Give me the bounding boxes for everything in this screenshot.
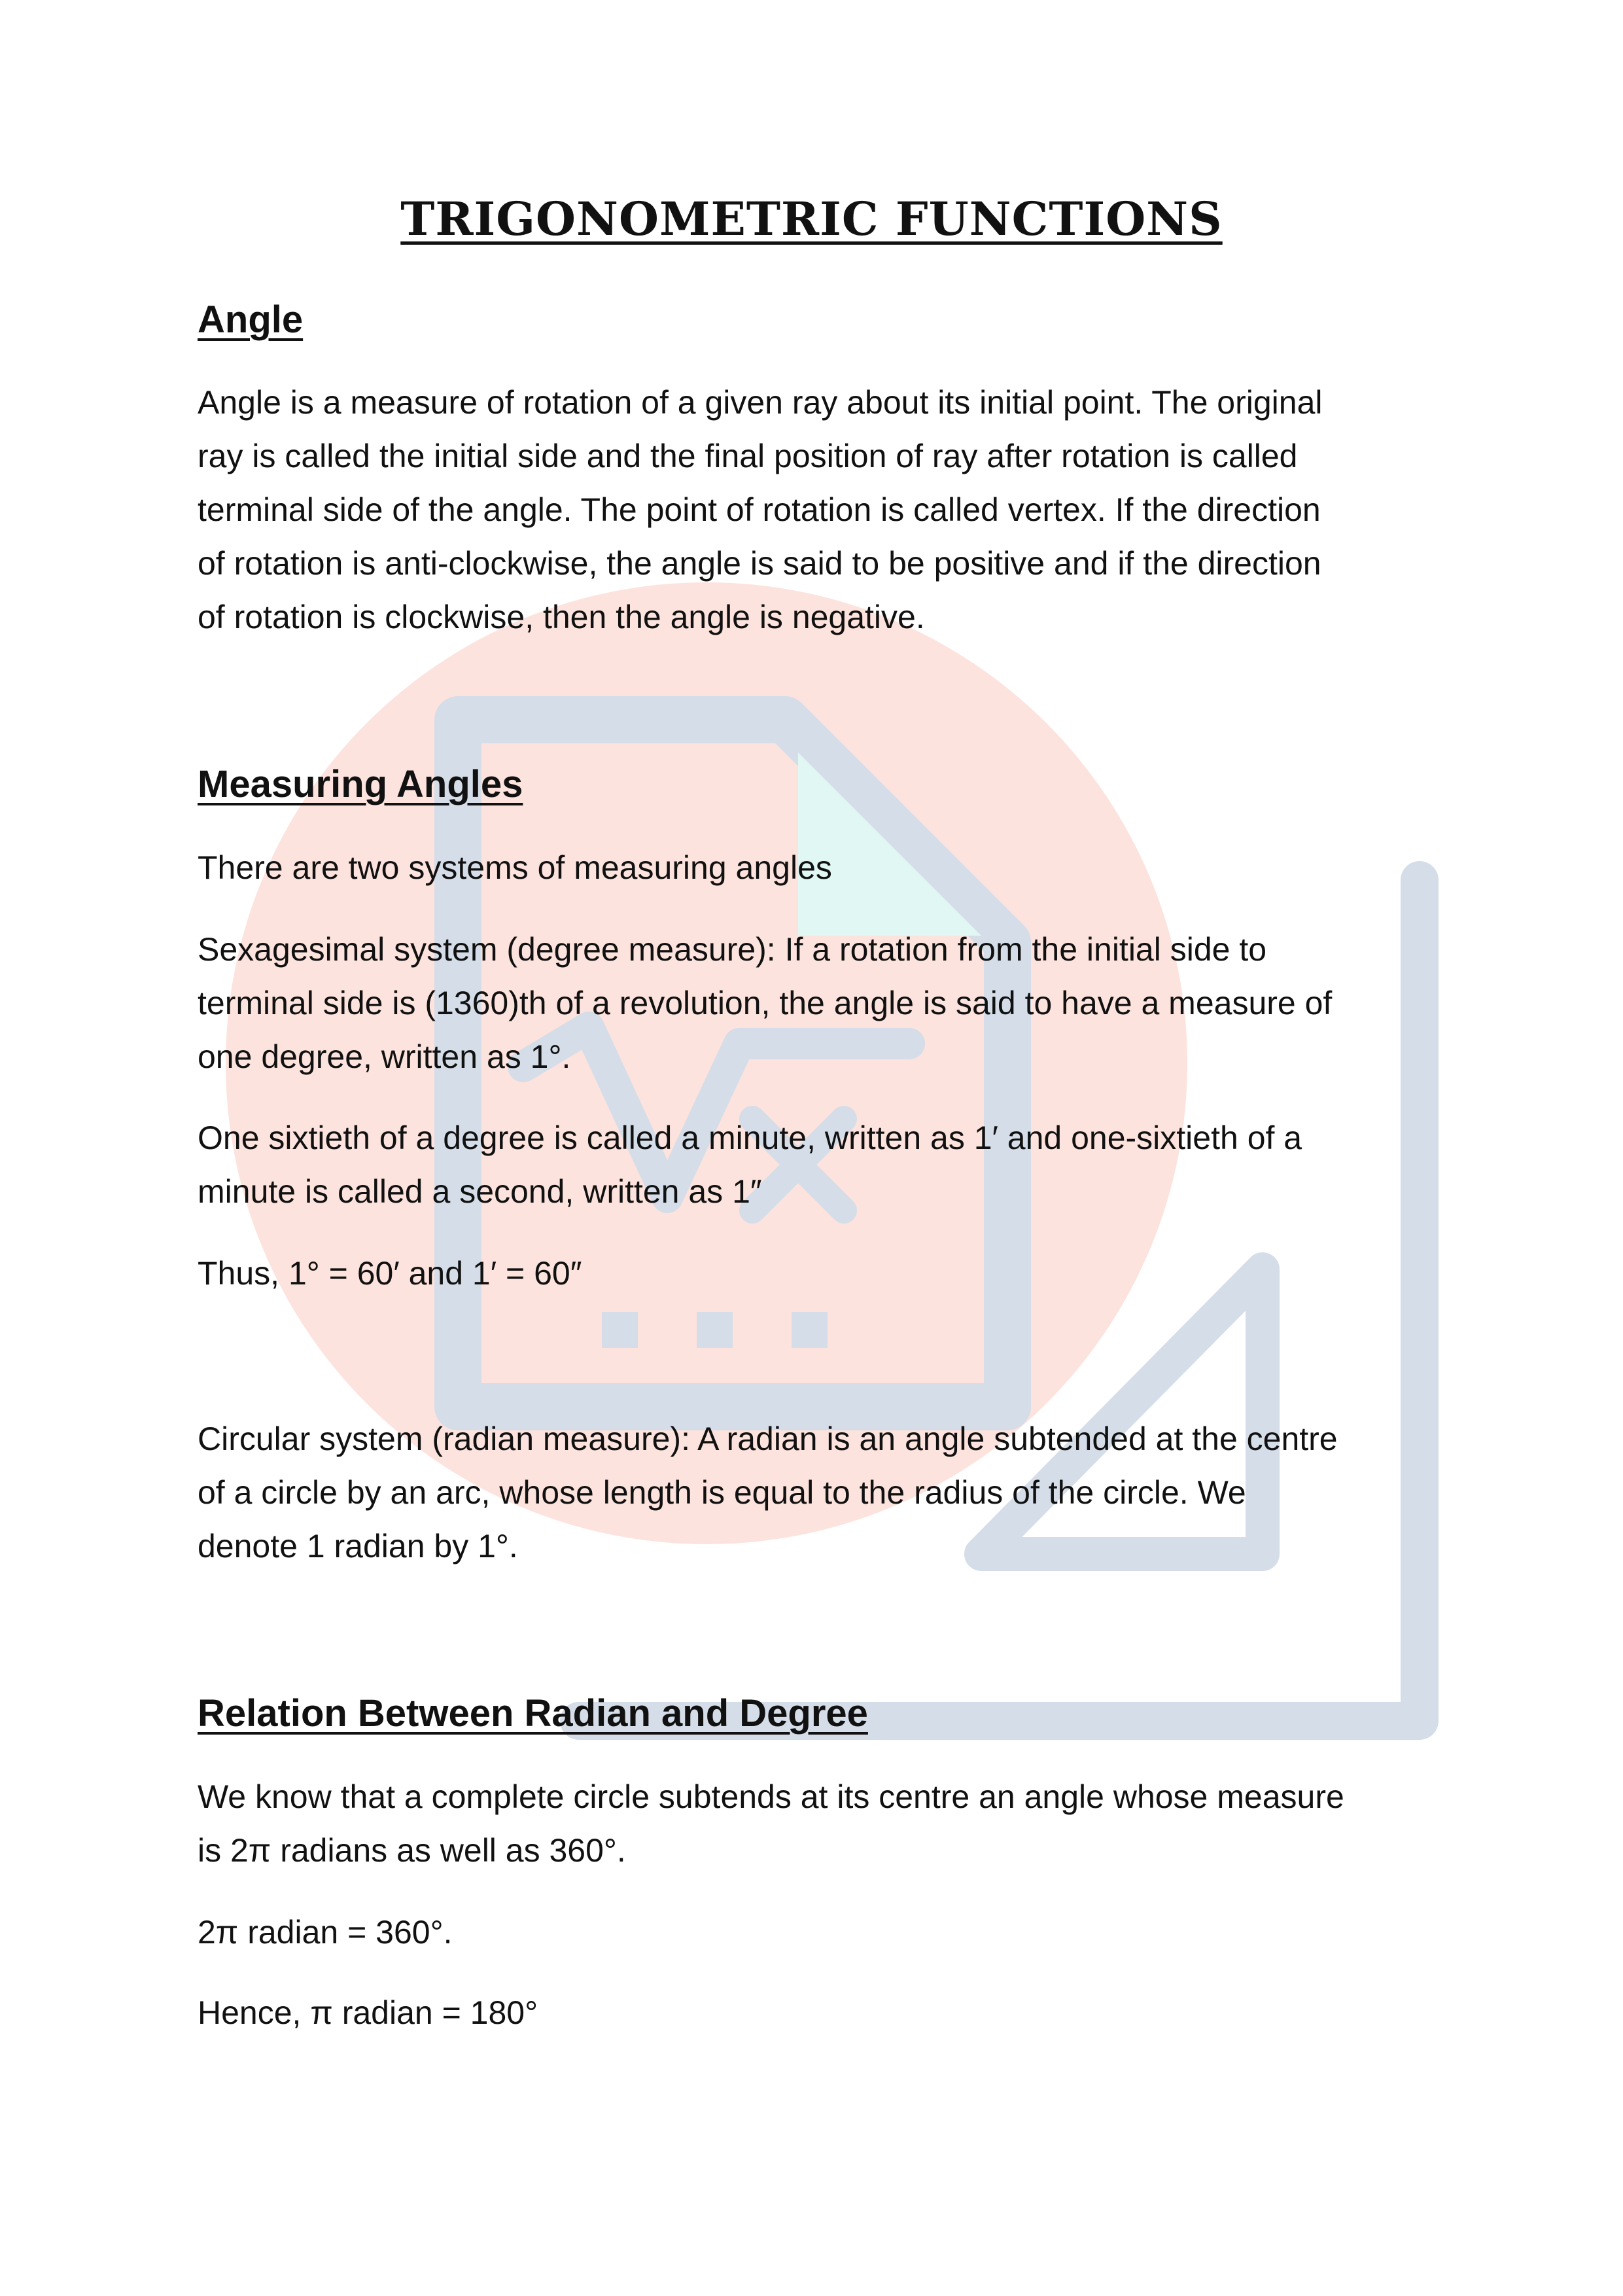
section-heading-measuring-angles: Measuring Angles <box>198 763 523 805</box>
paragraph-minute-second <box>198 1111 1440 1218</box>
text-line: Circular system (radian measure): A radian is an angle subtended at the centre <box>198 1421 1338 1457</box>
text-line: terminal side is (1360)th of a revolution, the angle is said to have a measure of <box>198 985 1333 1021</box>
text-line: Sexagesimal system (degree measure): If a rotation from the initial side to <box>198 931 1267 968</box>
text-line: Thus, 1° = 60′ and 1′ = 60″ <box>198 1255 582 1292</box>
paragraph-sexagesimal-system <box>198 923 1440 1084</box>
text-line: Angle is a measure of rotation of a given ray about its initial point. The original <box>198 384 1323 421</box>
text-line: There are two systems of measuring angles <box>198 849 832 886</box>
text-line: 2π radian = 360°. <box>198 1914 453 1951</box>
text-line: We know that a complete circle subtends at its centre an angle whose measure <box>198 1778 1344 1815</box>
text-line: Hence, π radian = 180° <box>198 1994 538 2031</box>
paragraph-two-systems <box>198 841 1440 894</box>
paragraph-two-pi-equation <box>198 1905 1440 1959</box>
text-line: of rotation is anti-clockwise, the angle is said to be positive and if the direction <box>198 545 1321 582</box>
section-heading-radian-degree: Relation Between Radian and Degree <box>198 1692 868 1735</box>
text-line: One sixtieth of a degree is called a minute, written as 1′ and one-sixtieth of a <box>198 1120 1302 1156</box>
text-line: one degree, written as 1°. <box>198 1038 571 1075</box>
text-line: ray is called the initial side and the final position of ray after rotation is called <box>198 438 1298 474</box>
text-line: of rotation is clockwise, then the angle is negative. <box>198 599 925 635</box>
text-line: denote 1 radian by 1°. <box>198 1528 518 1564</box>
paragraph-pi-equation <box>198 1986 1440 2040</box>
text-line: is 2π radians as well as 360°. <box>198 1832 626 1869</box>
section-heading-angle: Angle <box>198 298 304 341</box>
paragraph-complete-circle <box>198 1770 1440 1877</box>
text-line: minute is called a second, written as 1″ <box>198 1173 762 1210</box>
paragraph-degree-equation <box>198 1246 1440 1300</box>
text-line: terminal side of the angle. The point of rotation is called vertex. If the direction <box>198 491 1321 528</box>
paragraph-circular-system <box>198 1412 1440 1573</box>
text-line: of a circle by an arc, whose length is equal to the radius of the circle. We <box>198 1474 1246 1511</box>
page-title: TRIGONOMETRIC FUNCTIONS <box>400 192 1223 246</box>
paragraph-angle-definition <box>198 376 1440 644</box>
